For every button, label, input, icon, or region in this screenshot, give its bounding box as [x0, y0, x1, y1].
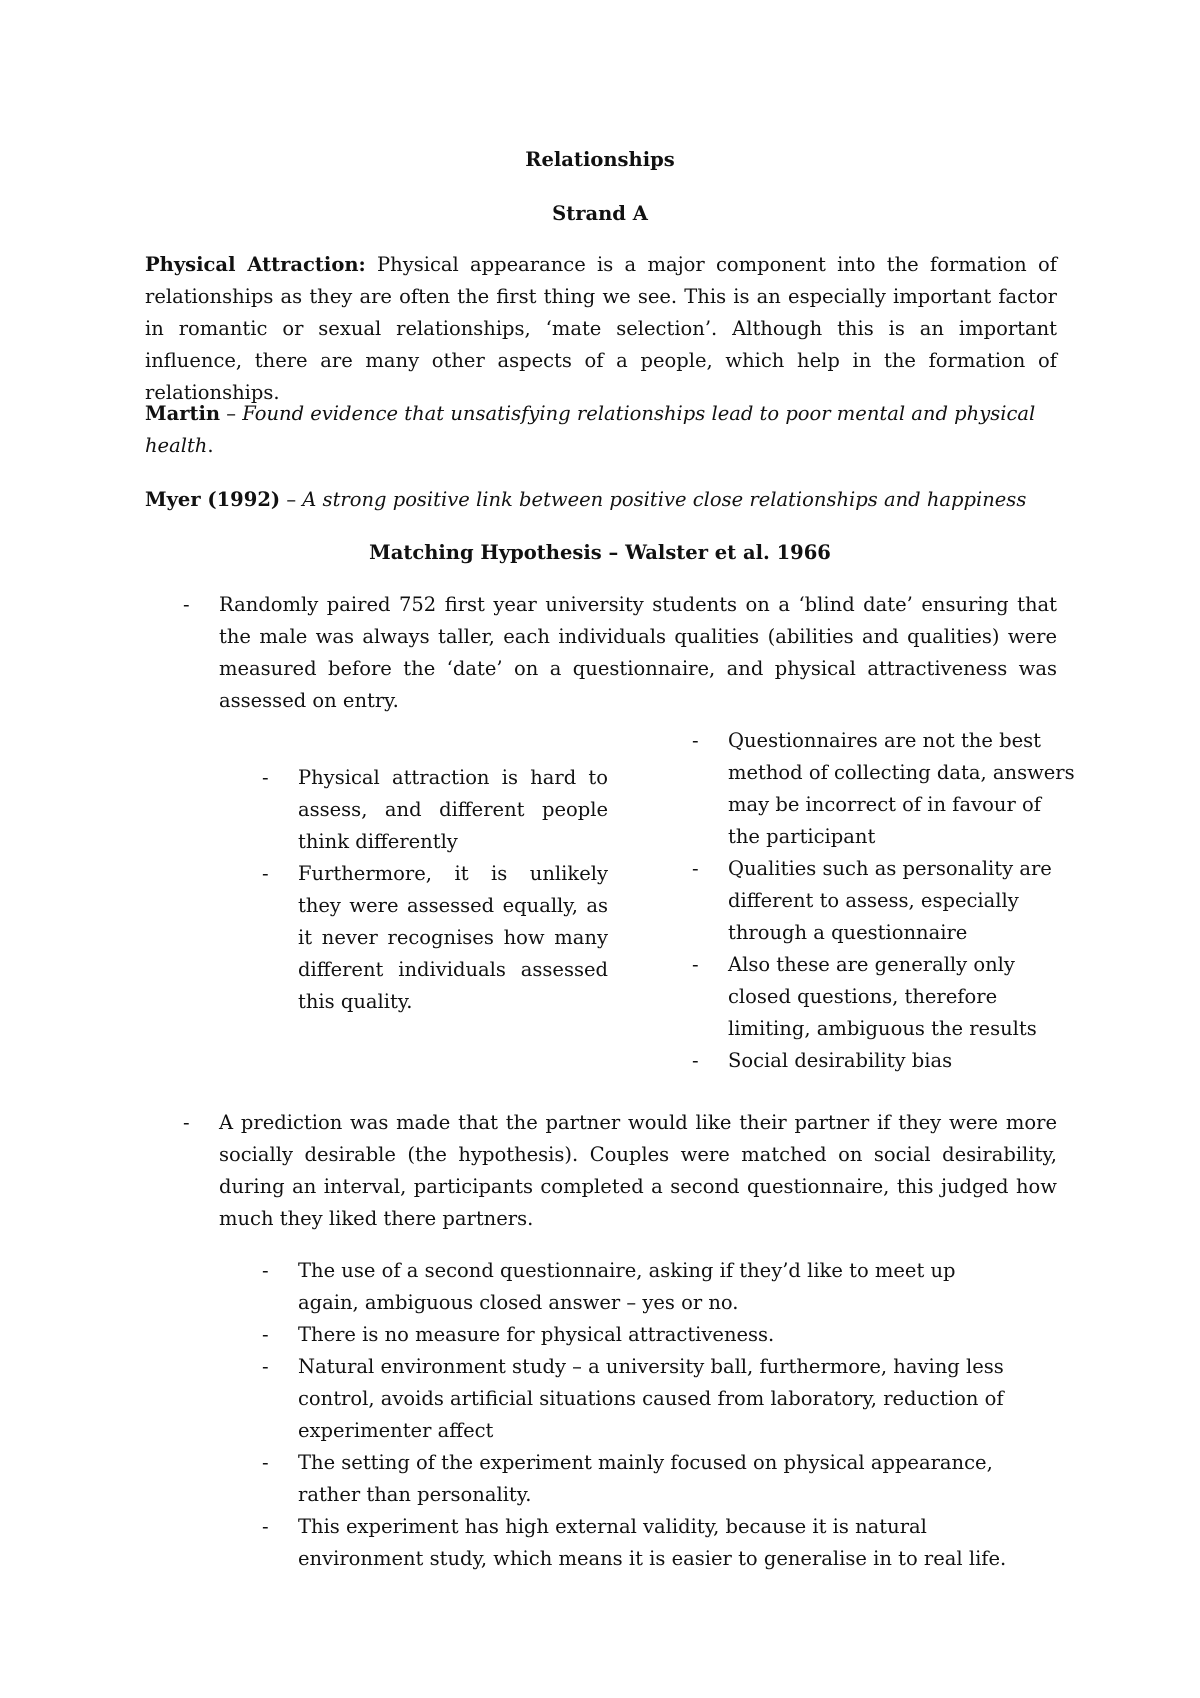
- physical-attraction-text: Physical appearance is a major component into the formation of relationships as they are often the first thing we see. This is an especially important factor in romantic or sexual relationships, ‘mate selection’. Although this is an important influence, there are many other aspects of a people, which help in the formation of relationships.: [145, 253, 1057, 404]
- physical-attraction-paragraph: [145, 249, 1057, 409]
- martin-label: Martin: [145, 402, 221, 425]
- list-item: - Qualities such as personality are different to assess, especially through a questionnaire: [728, 853, 1078, 949]
- myer-paragraph: [145, 484, 1057, 516]
- matching-hypothesis-heading: Matching Hypothesis – Walster et al. 1966: [369, 541, 831, 564]
- myer-dash: –: [280, 488, 303, 511]
- martin-paragraph: [145, 398, 1057, 462]
- martin-dash: –: [220, 402, 243, 425]
- section-subtitle: Strand A: [552, 202, 648, 225]
- hypothesis-list: [219, 1107, 1057, 1235]
- myer-label: Myer (1992): [145, 488, 281, 511]
- list-item: - Furthermore, it is unlikely they were assessed equally, as it never recognises how many different individuals assessed this quality.: [298, 858, 608, 1018]
- list-item: - This experiment has high external validity, because it is natural environment study, which means it is easier to generalise in to real life.: [298, 1511, 1018, 1575]
- list-item: - Natural environment study – a university ball, furthermore, having less control, avoids artificial situations caused from laboratory, reduction of experimenter affect: [298, 1351, 1018, 1447]
- study-procedure-list: [219, 589, 1057, 717]
- martin-text: Found evidence that unsatisfying relationships lead to poor mental and physical health: [145, 402, 1036, 457]
- martin-end: .: [207, 434, 214, 457]
- left-evaluation-list: [298, 762, 608, 1018]
- myer-text: A strong positive link between positive close relationships and happiness: [302, 488, 1027, 511]
- list-item: - Also these are generally only closed questions, therefore limiting, ambiguous the results: [728, 949, 1078, 1045]
- list-item: - The setting of the experiment mainly focused on physical appearance, rather than personality.: [298, 1447, 1018, 1511]
- list-item: - There is no measure for physical attractiveness.: [298, 1319, 1018, 1351]
- list-item: - Physical attraction is hard to assess, and different people think differently: [298, 762, 608, 858]
- list-item: - Social desirability bias: [728, 1045, 1078, 1077]
- second-evaluation-list: [298, 1255, 1018, 1575]
- page-title: Relationships: [525, 148, 675, 171]
- right-evaluation-list: [728, 725, 1078, 1077]
- physical-attraction-label: Physical Attraction:: [145, 253, 366, 276]
- list-item: - A prediction was made that the partner would like their partner if they were more socially desirable (the hypothesis). Couples were matched on social desirability, during an interval, participants completed a second questionnaire, this judged how much they liked there partners.: [219, 1107, 1057, 1235]
- list-item: - Questionnaires are not the best method of collecting data, answers may be incorrect of in favour of the participant: [728, 725, 1078, 853]
- list-item: - The use of a second questionnaire, asking if they’d like to meet up again, ambiguous closed answer – yes or no.: [298, 1255, 1018, 1319]
- list-item: - Randomly paired 752 first year university students on a ‘blind date’ ensuring that the male was always taller, each individuals qualities (abilities and qualities) were measured before the ‘date’ on a questionnaire, and physical attractiveness was assessed on entry.: [219, 589, 1057, 717]
